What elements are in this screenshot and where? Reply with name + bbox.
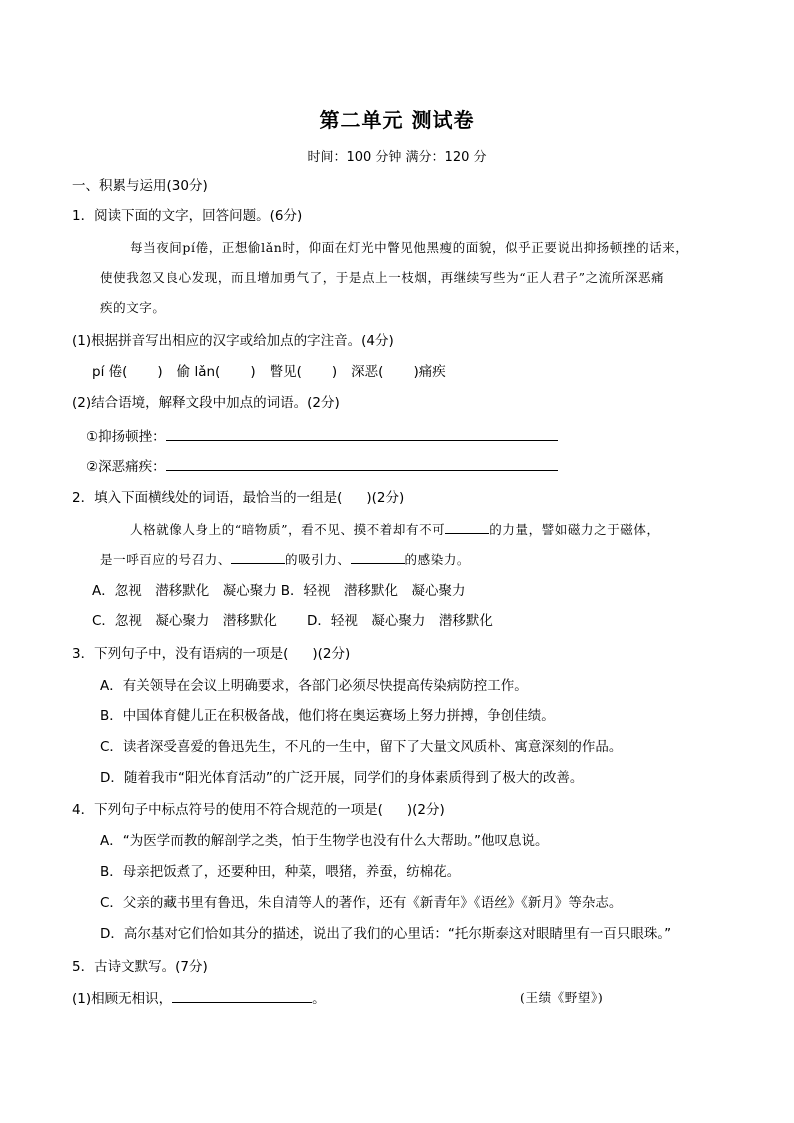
q1-answer-line-b [86, 456, 558, 477]
q4-option-b[interactable]: B．母亲把饭煮了，还要种田，种菜，喂猪，养蚕，纺棉花。 [100, 864, 461, 880]
exam-info: 时间：100 分钟 满分：120 分 [307, 150, 487, 165]
question-3-stem [72, 644, 350, 664]
item-pi-juan: pí 倦( [92, 364, 128, 380]
q4-option-c[interactable]: C．父亲的藏书里有鲁迅，朱自清等人的著作，还有《新青年》《语丝》《新月》等杂志。 [100, 895, 623, 911]
q4-option-a[interactable]: A．“为医学而教的解剖学之类，怕于生物学也没有什么大帮助。”他叹息说。 [100, 833, 549, 849]
q1-passage-line-3: 疾的文字。 [100, 300, 166, 315]
q2-passage-line-2 [100, 549, 470, 570]
item-shen-wu: 深恶( [351, 364, 384, 380]
q1-subquestion-1: (1)根据拼音写出相应的汉字或给加点的字注音。(4分) [72, 333, 394, 349]
answer-line[interactable] [351, 549, 405, 564]
answer-line[interactable] [166, 426, 558, 441]
question-4-stem [72, 800, 445, 820]
stem-score: )(2分) [366, 490, 405, 506]
answer-line[interactable] [166, 456, 558, 471]
stem-text: 3．下列句子中，没有语病的一项是( [72, 646, 289, 662]
q5-line-1 [72, 988, 326, 1009]
q1-subquestion-2: (2)结合语境，解释文段中加点的词语。(2分) [72, 395, 340, 411]
q3-option-a[interactable]: A．有关领导在会议上明确要求，各部门必须尽快提高传染病防控工作。 [100, 678, 528, 694]
passage-text: 是一呼百应的号召力、 [100, 552, 232, 567]
q1-pinyin-items [92, 362, 446, 382]
term-shenwu-tongji: ②深恶痛疾： [86, 459, 166, 475]
q2-options-row-2 [92, 611, 493, 631]
answer-line[interactable] [231, 549, 285, 564]
paren-close: ) [250, 364, 256, 380]
page-title: 第二单元 测试卷 [319, 108, 475, 132]
poem-punct: 。 [312, 991, 326, 1007]
question-5-stem: 5．古诗文默写。(7分) [72, 959, 208, 975]
passage-text: 人格就像人身上的“暗物质”，看不见、摸不着却有不可 [130, 522, 446, 537]
q4-option-d[interactable]: D．高尔基对它们恰如其分的描述，说出了我们的心里话：“托尔斯泰这对眼睛里有一百只眼珠。” [100, 926, 672, 942]
q3-option-d[interactable]: D．随着我市“阳光体育活动”的广泛开展，同学们的身体素质得到了极大的改善。 [100, 770, 584, 786]
q5-source-1: (王绩《野望》) [520, 990, 604, 1005]
stem-score: )(2分) [406, 802, 445, 818]
item-tou-lan: 偷 lǎn( [176, 364, 221, 380]
q3-option-c[interactable]: C．读者深受喜爱的鲁迅先生，不凡的一生中，留下了大量文风质朴、寓意深刻的作品。 [100, 739, 623, 755]
poem-line: (1)相顾无相识， [72, 991, 173, 1007]
q3-option-b[interactable]: B．中国体育健儿正在积极备战，他们将在奥运赛场上努力拼搏，争创佳绩。 [100, 708, 555, 724]
option-a[interactable]: A．忽视 潜移默化 凝心聚力 [92, 583, 277, 599]
passage-text: 的感染力。 [404, 552, 471, 567]
stem-text: 4．下列句子中标点符号的使用不符合规范的一项是( [72, 802, 383, 818]
question-1-stem: 1．阅读下面的文字，回答问题。(6分) [72, 208, 303, 224]
passage-text: 的吸引力、 [285, 552, 351, 567]
option-c[interactable]: C．忽视 凝心聚力 潜移默化 [92, 613, 277, 629]
paren-close: ) [157, 364, 163, 380]
q1-passage-line-1: 每当夜间pí倦，正想偷lǎn时，仰面在灯光中瞥见他黑瘦的面貌，似乎正要说出抑扬顿挫的话来， [130, 240, 689, 255]
passage-text: 的力量，譬如磁力之于磁体， [489, 522, 660, 537]
q2-passage-line-1 [130, 519, 660, 540]
q2-options-row-1 [92, 581, 466, 601]
q1-passage-line-2: 使使我忽又良心发现，而且增加勇气了，于是点上一枝烟，再继续写些为“正人君子”之流所深恶痛 [100, 270, 665, 285]
paren-close: ) [331, 364, 338, 380]
section-heading: 一、积累与运用(30分) [72, 178, 208, 194]
q1-answer-line-a [86, 426, 558, 447]
answer-line[interactable] [445, 519, 489, 534]
stem-score: )(2分) [312, 646, 351, 662]
term-yiyang-dunchuo: ①抑扬顿挫： [86, 429, 166, 445]
option-b[interactable]: B．轻视 潜移默化 凝心聚力 [280, 583, 466, 599]
option-d[interactable]: D．轻视 凝心聚力 潜移默化 [306, 613, 493, 629]
question-2-stem [72, 488, 404, 508]
item-pie-jian: 瞥见( [269, 364, 302, 380]
stem-text: 2．填入下面横线处的词语，最恰当的一组是( [72, 490, 343, 506]
item-tong-ji: )痛疾 [413, 364, 446, 380]
answer-line[interactable] [172, 988, 312, 1003]
